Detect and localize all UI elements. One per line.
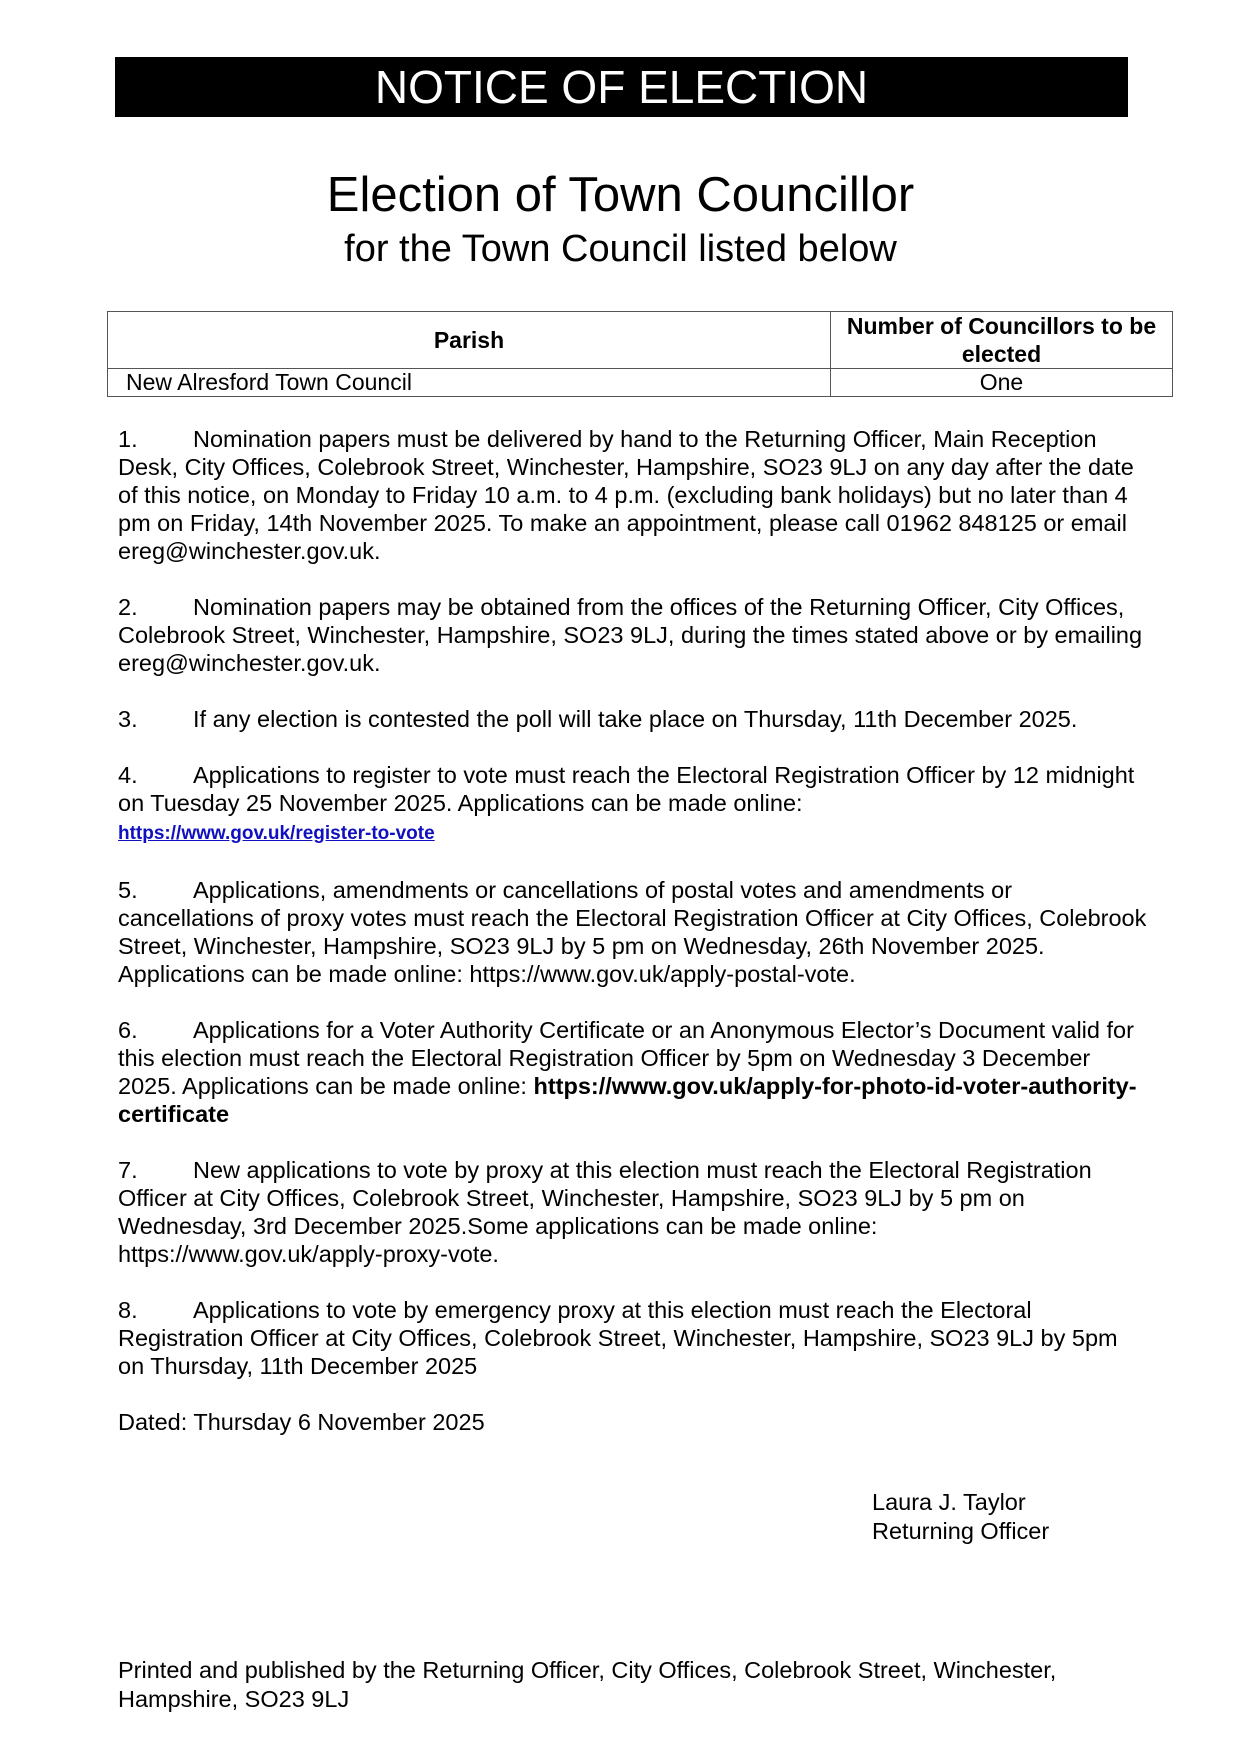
paragraph-number: 8. xyxy=(118,1297,138,1323)
paragraph-number: 2. xyxy=(118,594,138,620)
signatory-name: Laura J. Taylor xyxy=(872,1489,1026,1515)
notice-banner: NOTICE OF ELECTION xyxy=(115,57,1128,117)
parish-table xyxy=(107,311,1173,397)
parish-name-cell: New Alresford Town Council xyxy=(108,369,831,397)
paragraph-text: If any election is contested the poll will take place on Thursday, 11th December 2025. xyxy=(193,706,1078,732)
paragraph-5 xyxy=(118,876,1148,988)
paragraph-text: Nomination papers may be obtained from the offices of the Returning Officer, City Offices, Colebrook Street, Winchester, Hampshire, SO23 9LJ, during the times stated above or by emailing ereg@winchester.gov.uk. xyxy=(118,594,1143,676)
header-councillors-count: Number of Councillors to be elected xyxy=(831,312,1173,369)
table-row xyxy=(108,369,1173,397)
signature-block xyxy=(872,1488,1049,1546)
paragraph-number: 7. xyxy=(118,1157,138,1183)
paragraph-number: 3. xyxy=(118,706,138,732)
paragraph-3 xyxy=(118,705,1148,733)
paragraph-number: 4. xyxy=(118,762,138,788)
paragraph-6 xyxy=(118,1016,1148,1128)
paragraph-2 xyxy=(118,593,1148,677)
voter-authority-url: https://www.gov.uk/apply-for-photo-id-voter-authority-certificate xyxy=(118,1073,1137,1127)
paragraph-text: Applications, amendments or cancellations of postal votes and amendments or cancellations of proxy votes must reach the Electoral Registration Officer at City Offices, Colebrook Street, Winchester, Hampshire, SO23 9LJ by 5 pm on Wednesday, 26th November 2025. Applications can be made online: https://www.gov.uk/apply-postal-vote. xyxy=(118,877,1147,987)
paragraph-7 xyxy=(118,1156,1148,1268)
paragraph-text: Applications to vote by emergency proxy at this election must reach the Electoral Registration Officer at City Offices, Colebrook Street, Winchester, Hampshire, SO23 9LJ by 5pm on Thursday, 11th December 2025 xyxy=(118,1297,1118,1379)
paragraph-text: Applications to register to vote must reach the Electoral Registration Officer by 12 midnight on Tuesday 25 November 2025. Applications can be made online: xyxy=(118,762,1135,816)
paragraph-text: New applications to vote by proxy at this election must reach the Electoral Registration Officer at City Offices, Colebrook Street, Winchester, Hampshire, SO23 9LJ by 5 pm on Wednesday, 3rd December 2025.Some applications can be made online: https://www.gov.uk/apply-proxy-vote. xyxy=(118,1157,1092,1267)
notice-body xyxy=(118,425,1148,1436)
document-subtitle: for the Town Council listed below xyxy=(344,228,897,270)
councillors-count-cell: One xyxy=(831,369,1173,397)
paragraph-1 xyxy=(118,425,1148,565)
paragraph-number: 1. xyxy=(118,426,138,452)
document-title: Election of Town Councillor xyxy=(326,168,915,222)
paragraph-number: 6. xyxy=(118,1017,138,1043)
paragraph-text: Applications for a Voter Authority Certificate or an Anonymous Elector’s Document valid for this election must reach the Electoral Registration Officer by 5pm on Wednesday 3 December 2025. Applications can be made online: xyxy=(118,1017,1134,1099)
signatory-role: Returning Officer xyxy=(872,1518,1050,1544)
imprint-footer: Printed and published by the Returning Officer, City Offices, Colebrook Street, Winchester, Hampshire, SO23 9LJ xyxy=(118,1657,1057,1712)
paragraph-8 xyxy=(118,1296,1148,1380)
paragraph-4 xyxy=(118,761,1148,848)
register-to-vote-link[interactable]: https://www.gov.uk/register-to-vote xyxy=(118,823,435,844)
paragraph-number: 5. xyxy=(118,877,138,903)
dated-line: Dated: Thursday 6 November 2025 xyxy=(118,1409,485,1435)
paragraph-text: Nomination papers must be delivered by hand to the Returning Officer, Main Reception Desk, City Offices, Colebrook Street, Winchester, Hampshire, SO23 9LJ on any day after the date of this notice, on Monday to Friday 10 a.m. to 4 p.m. (excluding bank holidays) but no later than 4 pm on Friday, 14th November 2025. To make an appointment, please call 01962 848125 or email ereg@winchester.gov.uk. xyxy=(118,426,1134,564)
table-header-row xyxy=(108,312,1173,369)
header-parish: Parish xyxy=(108,312,831,369)
